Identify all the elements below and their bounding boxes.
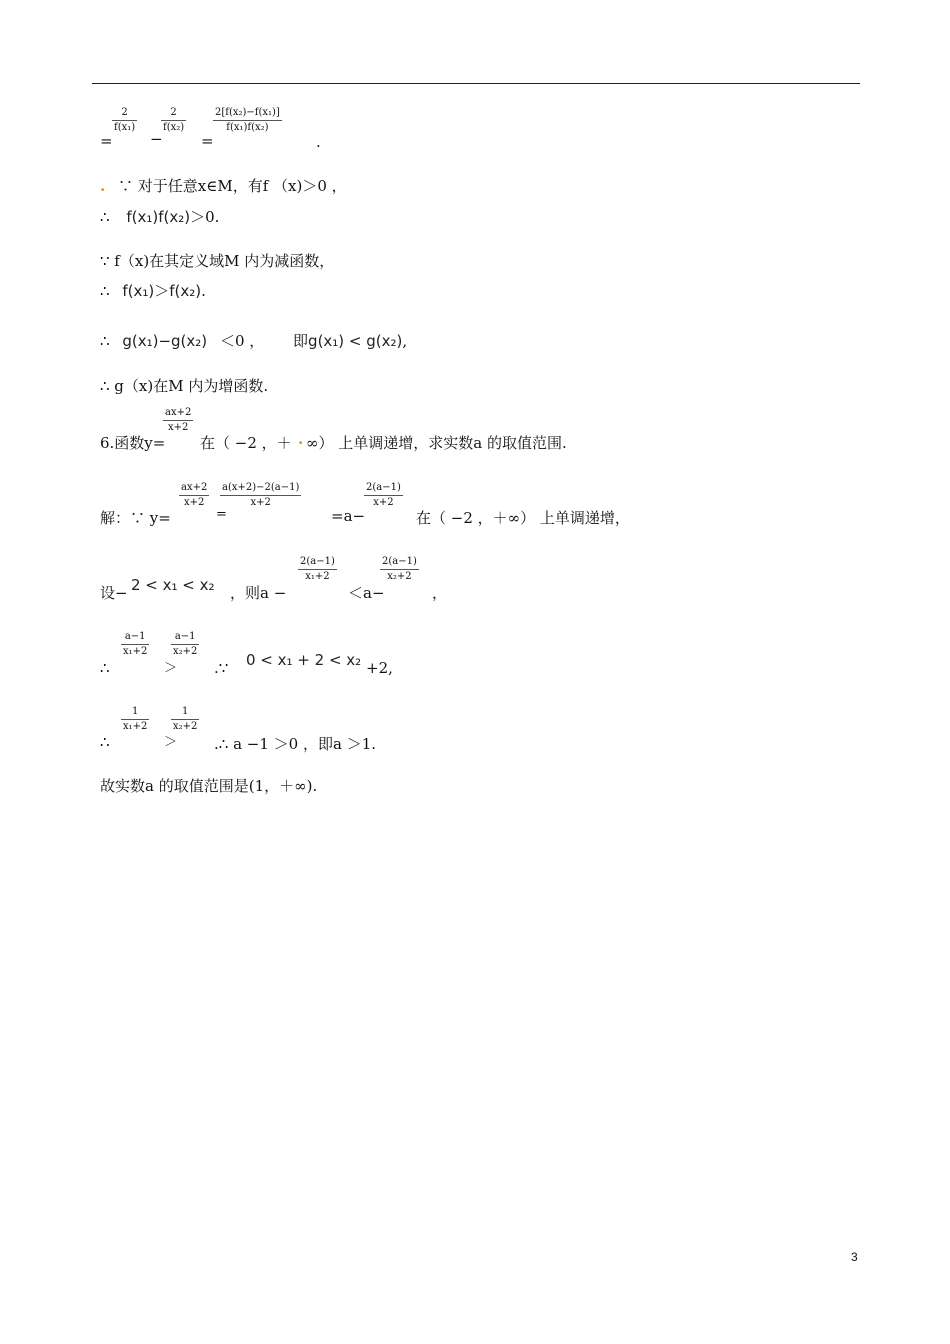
page-number: 3 [851, 1250, 858, 1264]
math-image: g(x₁) [122, 332, 159, 350]
fraction-2: a(x+2)−2(a−1) x+2 [222, 482, 300, 508]
fraction-1: a−1 x₁+2 [123, 631, 148, 657]
fraction-3: 2[f(x₂)−f(x₁)] f(x₁)f(x₂) [215, 107, 280, 133]
equals-sign: = [201, 132, 214, 150]
equals-sign: = [100, 132, 113, 150]
line-4: ∵ f（x)在其定义域M 内为减函数， [100, 252, 335, 270]
fraction-1: ax+2 x+2 [181, 482, 208, 508]
math-image: g(x₁) < g(x₂) [308, 332, 403, 350]
header-rule [92, 83, 860, 84]
math-image: 0 < x₁ + 2 < x₂ [246, 651, 362, 669]
minus-sign: − [150, 130, 163, 148]
period: . [316, 133, 321, 151]
fraction-1: 1 x₁+2 [123, 706, 148, 732]
math-image: f(x₁)f(x₂) [126, 208, 191, 226]
math-image: g(x₂) [171, 332, 208, 350]
fraction-2: 1 x₂+2 [173, 706, 198, 732]
fraction-2: 2(a−1) x₂+2 [382, 556, 417, 582]
fraction-3: 2(a−1) x+2 [366, 482, 401, 508]
line-7: ∴ g（x)在M 内为增函数. [100, 377, 269, 395]
fraction-1: 2 f(x₁) [114, 107, 136, 133]
line-3: ∴ f(x₁)f(x₂)＞0. [100, 208, 220, 226]
fraction: ax+2 x+2 [165, 407, 192, 433]
math-image: f(x₁) [122, 282, 155, 300]
math-image: f(x₂) [169, 282, 202, 300]
fraction-2: 2 f(x₂) [163, 107, 185, 133]
line-6: ∴ g(x₁)−g(x₂) ＜0 ， 即g(x₁) < g(x₂), [100, 332, 408, 350]
math-image: 2 < x₁ < x₂ [131, 576, 215, 594]
fraction-1: 2(a−1) x₁+2 [300, 556, 335, 582]
line-2: . ∵ 对于任意x∈M，有f （x)＞0 ， [100, 177, 347, 195]
line-5: ∴ f(x₁)＞f(x₂). [100, 282, 206, 300]
line-13: 故实数a 的取值范围是(1，＋∞). [100, 777, 318, 795]
fraction-2: a−1 x₂+2 [173, 631, 198, 657]
